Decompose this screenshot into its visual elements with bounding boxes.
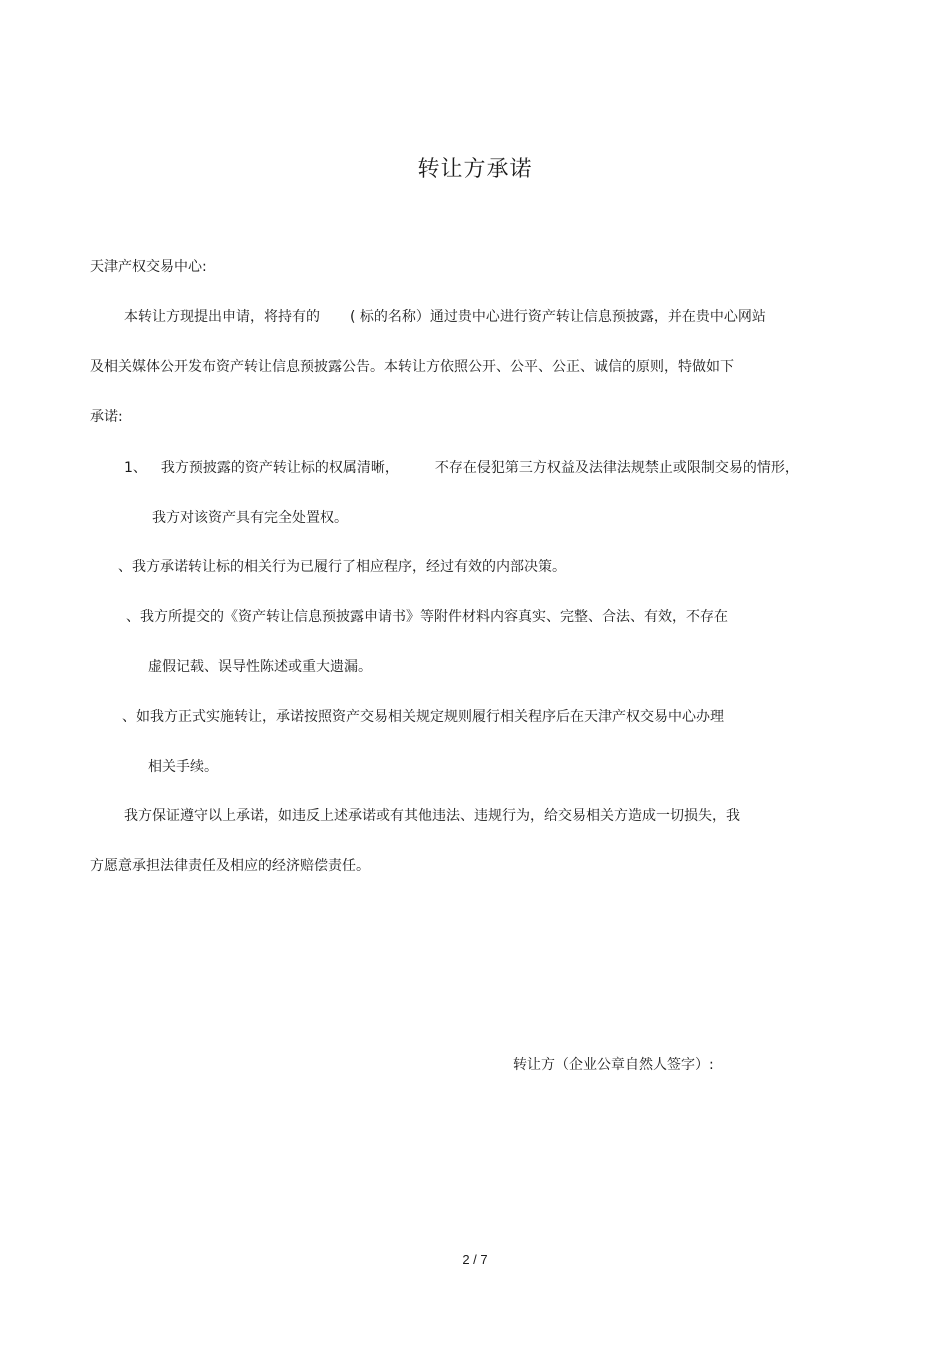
- item-3-line-1: 、我方所提交的《资产转让信息预披露申请书》等附件材料内容真实、完整、合法、有效，不存在: [126, 609, 728, 625]
- item-2-line-1: 、我方承诺转让标的相关行为已履行了相应程序，经过有效的内部决策。: [118, 559, 566, 575]
- page-number: 2 / 7: [462, 1252, 488, 1267]
- item-1-line-1: [124, 458, 799, 478]
- signature-line: 转让方（企业公章自然人签字）:: [513, 1057, 714, 1073]
- item-1-line-2: 我方对该资产具有完全处置权。: [152, 510, 348, 526]
- intro-line-3: 承诺:: [90, 409, 123, 425]
- addressee: 天津产权交易中心:: [90, 259, 207, 275]
- item-4-line-1: 、如我方正式实施转让，承诺按照资产交易相关规定规则履行相关程序后在天津产权交易中心办理: [122, 709, 724, 725]
- item-1-number: 1、: [124, 460, 147, 476]
- closing-line-2: 方愿意承担法律责任及相应的经济赔偿责任。: [90, 858, 370, 874]
- item-1-line-1-part-b: 不存在侵犯第三方权益及法律法规禁止或限制交易的情形，: [434, 460, 799, 476]
- item-3-line-2: 虚假记载、误导性陈述或重大遗漏。: [148, 659, 372, 675]
- intro-line-1: [124, 307, 766, 327]
- intro-line-2: 及相关媒体公开发布资产转让信息预披露公告。本转让方依照公开、公平、公正、诚信的原则，特做如下: [90, 359, 734, 375]
- item-4-line-2: 相关手续。: [148, 759, 218, 775]
- closing-line-1: 我方保证遵守以上承诺，如违反上述承诺或有其他违法、违规行为，给交易相关方造成一切损失，我: [124, 808, 740, 824]
- intro-line-1-part-b: ( 标的名称）通过贵中心进行资产转让信息预披露，并在贵中心网站: [350, 309, 766, 325]
- item-1-line-1-part-a: 我方预披露的资产转让标的权属清晰，: [160, 460, 399, 476]
- document-title: 转让方承诺: [417, 157, 533, 182]
- intro-line-1-part-a: 本转让方现提出申请，将持有的: [124, 309, 320, 325]
